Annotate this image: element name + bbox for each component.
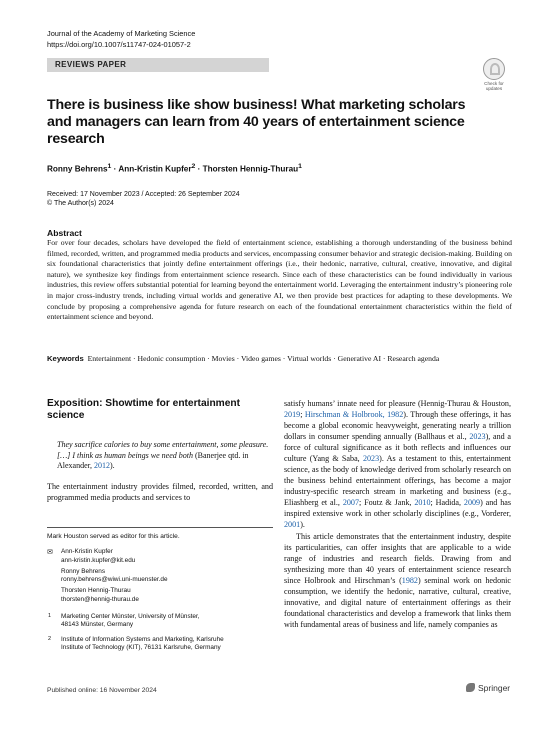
abstract-heading: Abstract [47,228,82,238]
citation-link[interactable]: 2001 [284,520,301,529]
contact-entry [47,587,273,604]
citation-link[interactable]: 2019 [284,410,301,419]
section-heading: Exposition: Showtime for entertainment science [47,398,241,421]
updates-caption: Check for updates [484,81,504,91]
contact-name: Ronny Behrens [61,567,106,575]
contact-email[interactable]: thorsten@hennig-thurau.de [61,595,139,603]
paragraph [284,531,511,630]
citation-link[interactable]: Hirschman & Holbrook, 1982 [304,410,404,419]
body-text-left: The entertainment industry provides filmed, recorded, written, and programmed media products and services to [47,482,273,502]
author-contacts [47,548,273,653]
affiliation-line: Institute of Information Systems and Marketing, Karlsruhe [61,635,224,643]
journal-name: Journal of the Academy of Marketing Science [47,29,196,38]
citation-link[interactable]: 2023 [362,454,380,463]
copyright: © The Author(s) 2024 [47,200,114,207]
check-for-updates-badge[interactable] [480,58,508,91]
keywords-label: Keywords [47,354,84,363]
text-run: This article demonstrates that the entertainment industry, despite its particularities, can offer insights that are applicable to a wide range of industries and research fields. Drawing from and synthesizing more than 40 years of entertainment science research since Holbrook and Hirschman’s ( [284,532,511,585]
body-text-right [284,398,511,630]
affiliation-sup: 2 [48,635,52,642]
article-type-banner [47,58,269,72]
citation-link[interactable]: 2023 [469,432,486,441]
epigraph-quote [57,440,269,472]
contact-name: Thorsten Hennig-Thurau [61,587,131,595]
text-run: satisfy humans’ innate need for pleasure (Hennig-Thurau & Houston, [284,399,511,408]
quote-source: (Banerjee qtd. in Alexander, 2012). [57,450,249,470]
text-run: ). As a testament to this, entertainment science, as the body of knowledge derived from scholarly research on the business behind entertainment offerings, has become a major industry-specific research stream in marketing and business (e.g., Eliashberg et al., [284,454,511,507]
text-run: ; [300,410,305,419]
article-type-label: REVIEWS PAPER [55,60,127,69]
publisher-name: Springer [478,683,511,693]
footnote-divider [47,527,273,528]
article-title: There is business like show business! What marketing scholars and managers can learn from 40 years of entertainment science research [47,97,466,147]
quote-text: They sacrifice calories to buy some entertainment, some pleasure. […] I think as human beings we need both [57,440,269,460]
contact-entry [47,568,273,585]
publisher-logo [466,683,510,693]
author-sup: 1 [298,163,302,170]
citation-link[interactable]: 2009 [463,498,481,507]
paragraph [284,398,511,530]
springer-horse-icon [466,683,475,692]
author[interactable]: Ann-Kristin Kupfer [118,164,192,174]
abstract-text: For over four decades, scholars have developed the field of entertainment science, establishing a thorough understanding of the business behind filmed, recorded, written, and programmed media products and services, encompassing consumer behavior and strategic decision-making. Building on six foundational characteristics that jointly define entertainment offerings (i.e., their hedonic, narrative, cultural, creative, innovative, and digital nature), we synthesize key findings from entertainment science research. Since each of these characteristics can be found individually in various industries, this review offers substantial potential for learning beyond the entertainment world. Leveraging the entertainment industry’s pioneering role in major cross-industry trends, including virtual worlds and generative AI, we then provide best practices for adapting to these developments. We conclude by proposing a comprehensive agenda for future research on each of the foundational entertainment characteristics within the field of entertainment science and beyond. [47,238,512,322]
contact-email[interactable]: ronny.behrens@wiwi.uni-muenster.de [61,576,168,584]
affiliation-line: Marketing Center Münster, University of Münster, [61,612,200,620]
keywords [47,354,512,365]
updates-icon [483,58,505,80]
doi-link[interactable]: https://doi.org/10.1007/s11747-024-01057-2 [47,40,191,49]
text-run: ). Through these offerings, it has become a global economic heavyweight, generating nearly a trillion dollars in consumer spending annually (Ballhaus et al., [284,410,511,441]
citation-link[interactable]: 1982 [401,576,418,585]
affiliation-sup: 1 [48,612,52,619]
affiliation-line: 48143 Münster, Germany [61,621,134,629]
author-separator: · [197,164,203,174]
journal-header [47,28,195,50]
text-run: ; Foutz & Jank, [359,498,415,507]
author-sup: 1 [107,163,112,170]
envelope-icon: ✉ [47,549,53,556]
affiliation [47,613,273,630]
affiliation-line: Institute of Technology (KIT), 76131 Karlsruhe, Germany [61,644,221,652]
contact-email[interactable]: ann-kristin.kupfer@kit.edu [61,556,136,564]
citation-link[interactable]: 2007 [342,498,359,507]
text-run: ) seminal work on hedonic consumption, we identify the hedonic, narrative, cultural, creative, innovative, and digital nature of entertainment offerings as their foundational characteristics and develop a framework that links them with fundamental areas of business and life, namely companies as [284,576,512,629]
citation-link[interactable]: 2012 [94,461,110,470]
affiliation [47,636,273,653]
editor-note: Mark Houston served as editor for this article. [47,533,180,540]
keywords-list: Entertainment · Hedonic consumption · Movies · Video games · Virtual worlds · Generative AI · Research agenda [87,354,440,363]
received-accepted: Received: 17 November 2023 / Accepted: 26 September 2024 [47,191,240,198]
author-sup: 2 [191,163,196,170]
text-run: ), and a force of cultural significance as it both reflects and influences our culture (Yang & Saba, [284,432,511,463]
citation-link[interactable]: 2010 [414,498,431,507]
author-list [47,163,302,174]
contact-entry [47,548,273,565]
text-run: ). [300,520,305,529]
published-date: Published online: 16 November 2024 [47,687,157,694]
article-dates [47,190,240,208]
author[interactable]: Thorsten Hennig-Thurau [202,164,299,174]
text-run: ; Hadida, [430,498,464,507]
author[interactable]: Ronny Behrens [47,164,108,174]
author-separator: · [113,164,119,174]
contact-name: Ann-Kristin Kupfer [61,548,113,555]
text-run: ) and has inspired extensive work in other scholarly disciplines (e.g., Vorderer, [284,498,512,518]
